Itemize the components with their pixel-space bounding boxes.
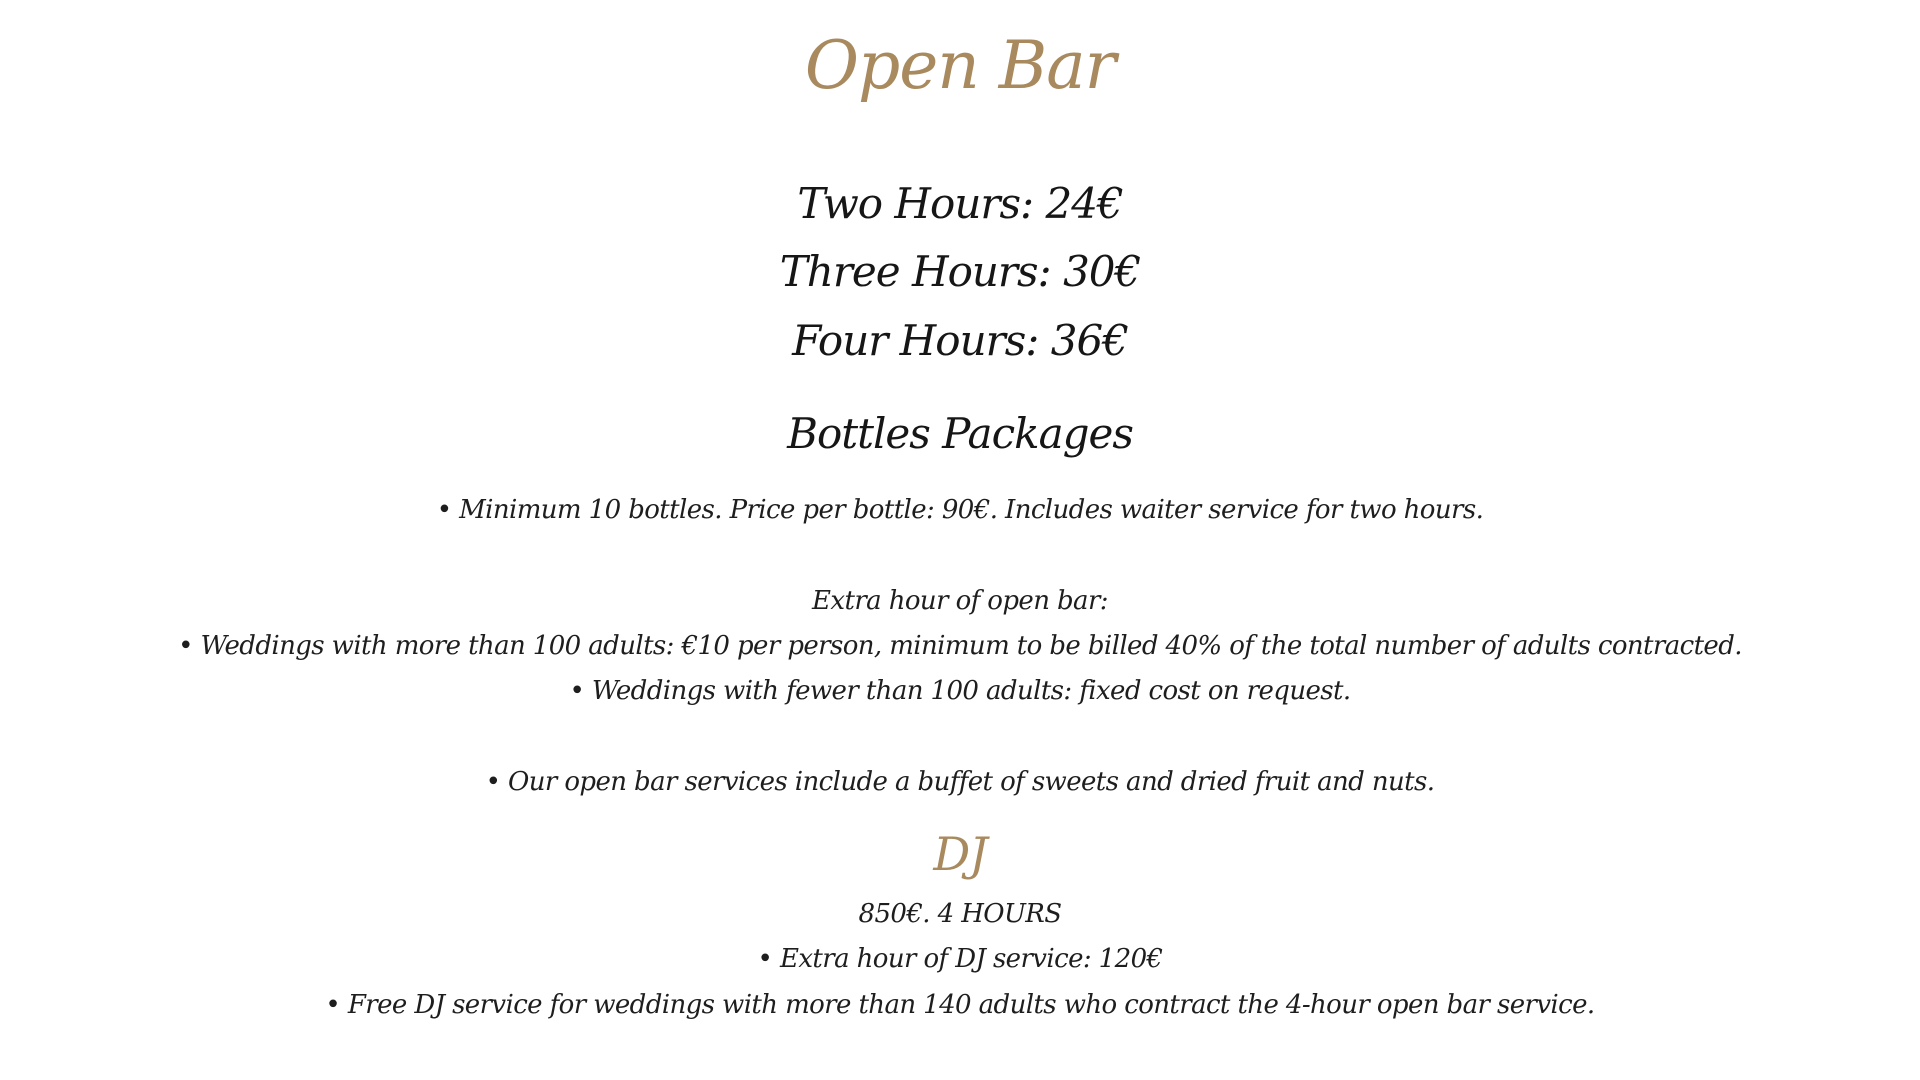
- extra-hour-heading: Extra hour of open bar:: [812, 586, 1108, 616]
- price-four-hours: Four Hours: 36€: [792, 316, 1128, 365]
- extra-hour-small-weddings: • Weddings with fewer than 100 adults: fixed cost on request.: [569, 676, 1351, 706]
- bottles-packages-title: Bottles Packages: [787, 409, 1133, 458]
- price-three-hours: Three Hours: 30€: [779, 247, 1141, 296]
- dj-title: DJ: [933, 827, 987, 881]
- dj-extra-hour: • Extra hour of DJ service: 120€: [757, 944, 1163, 974]
- price-two-hours: Two Hours: 24€: [797, 179, 1123, 228]
- open-bar-title: Open Bar: [804, 27, 1116, 104]
- buffet-note: • Our open bar services include a buffet of sweets and dried fruit and nuts.: [485, 767, 1435, 797]
- extra-hour-large-weddings: • Weddings with more than 100 adults: €10 per person, minimum to be billed 40% of the total number of adults contracted.: [178, 631, 1742, 661]
- dj-free-note: • Free DJ service for weddings with more than 140 adults who contract the 4-hour open bar service.: [325, 990, 1595, 1020]
- dj-price: 850€. 4 HOURS: [858, 899, 1062, 929]
- bottles-minimum-note: • Minimum 10 bottles. Price per bottle: 90€. Includes waiter service for two hours.: [436, 495, 1484, 525]
